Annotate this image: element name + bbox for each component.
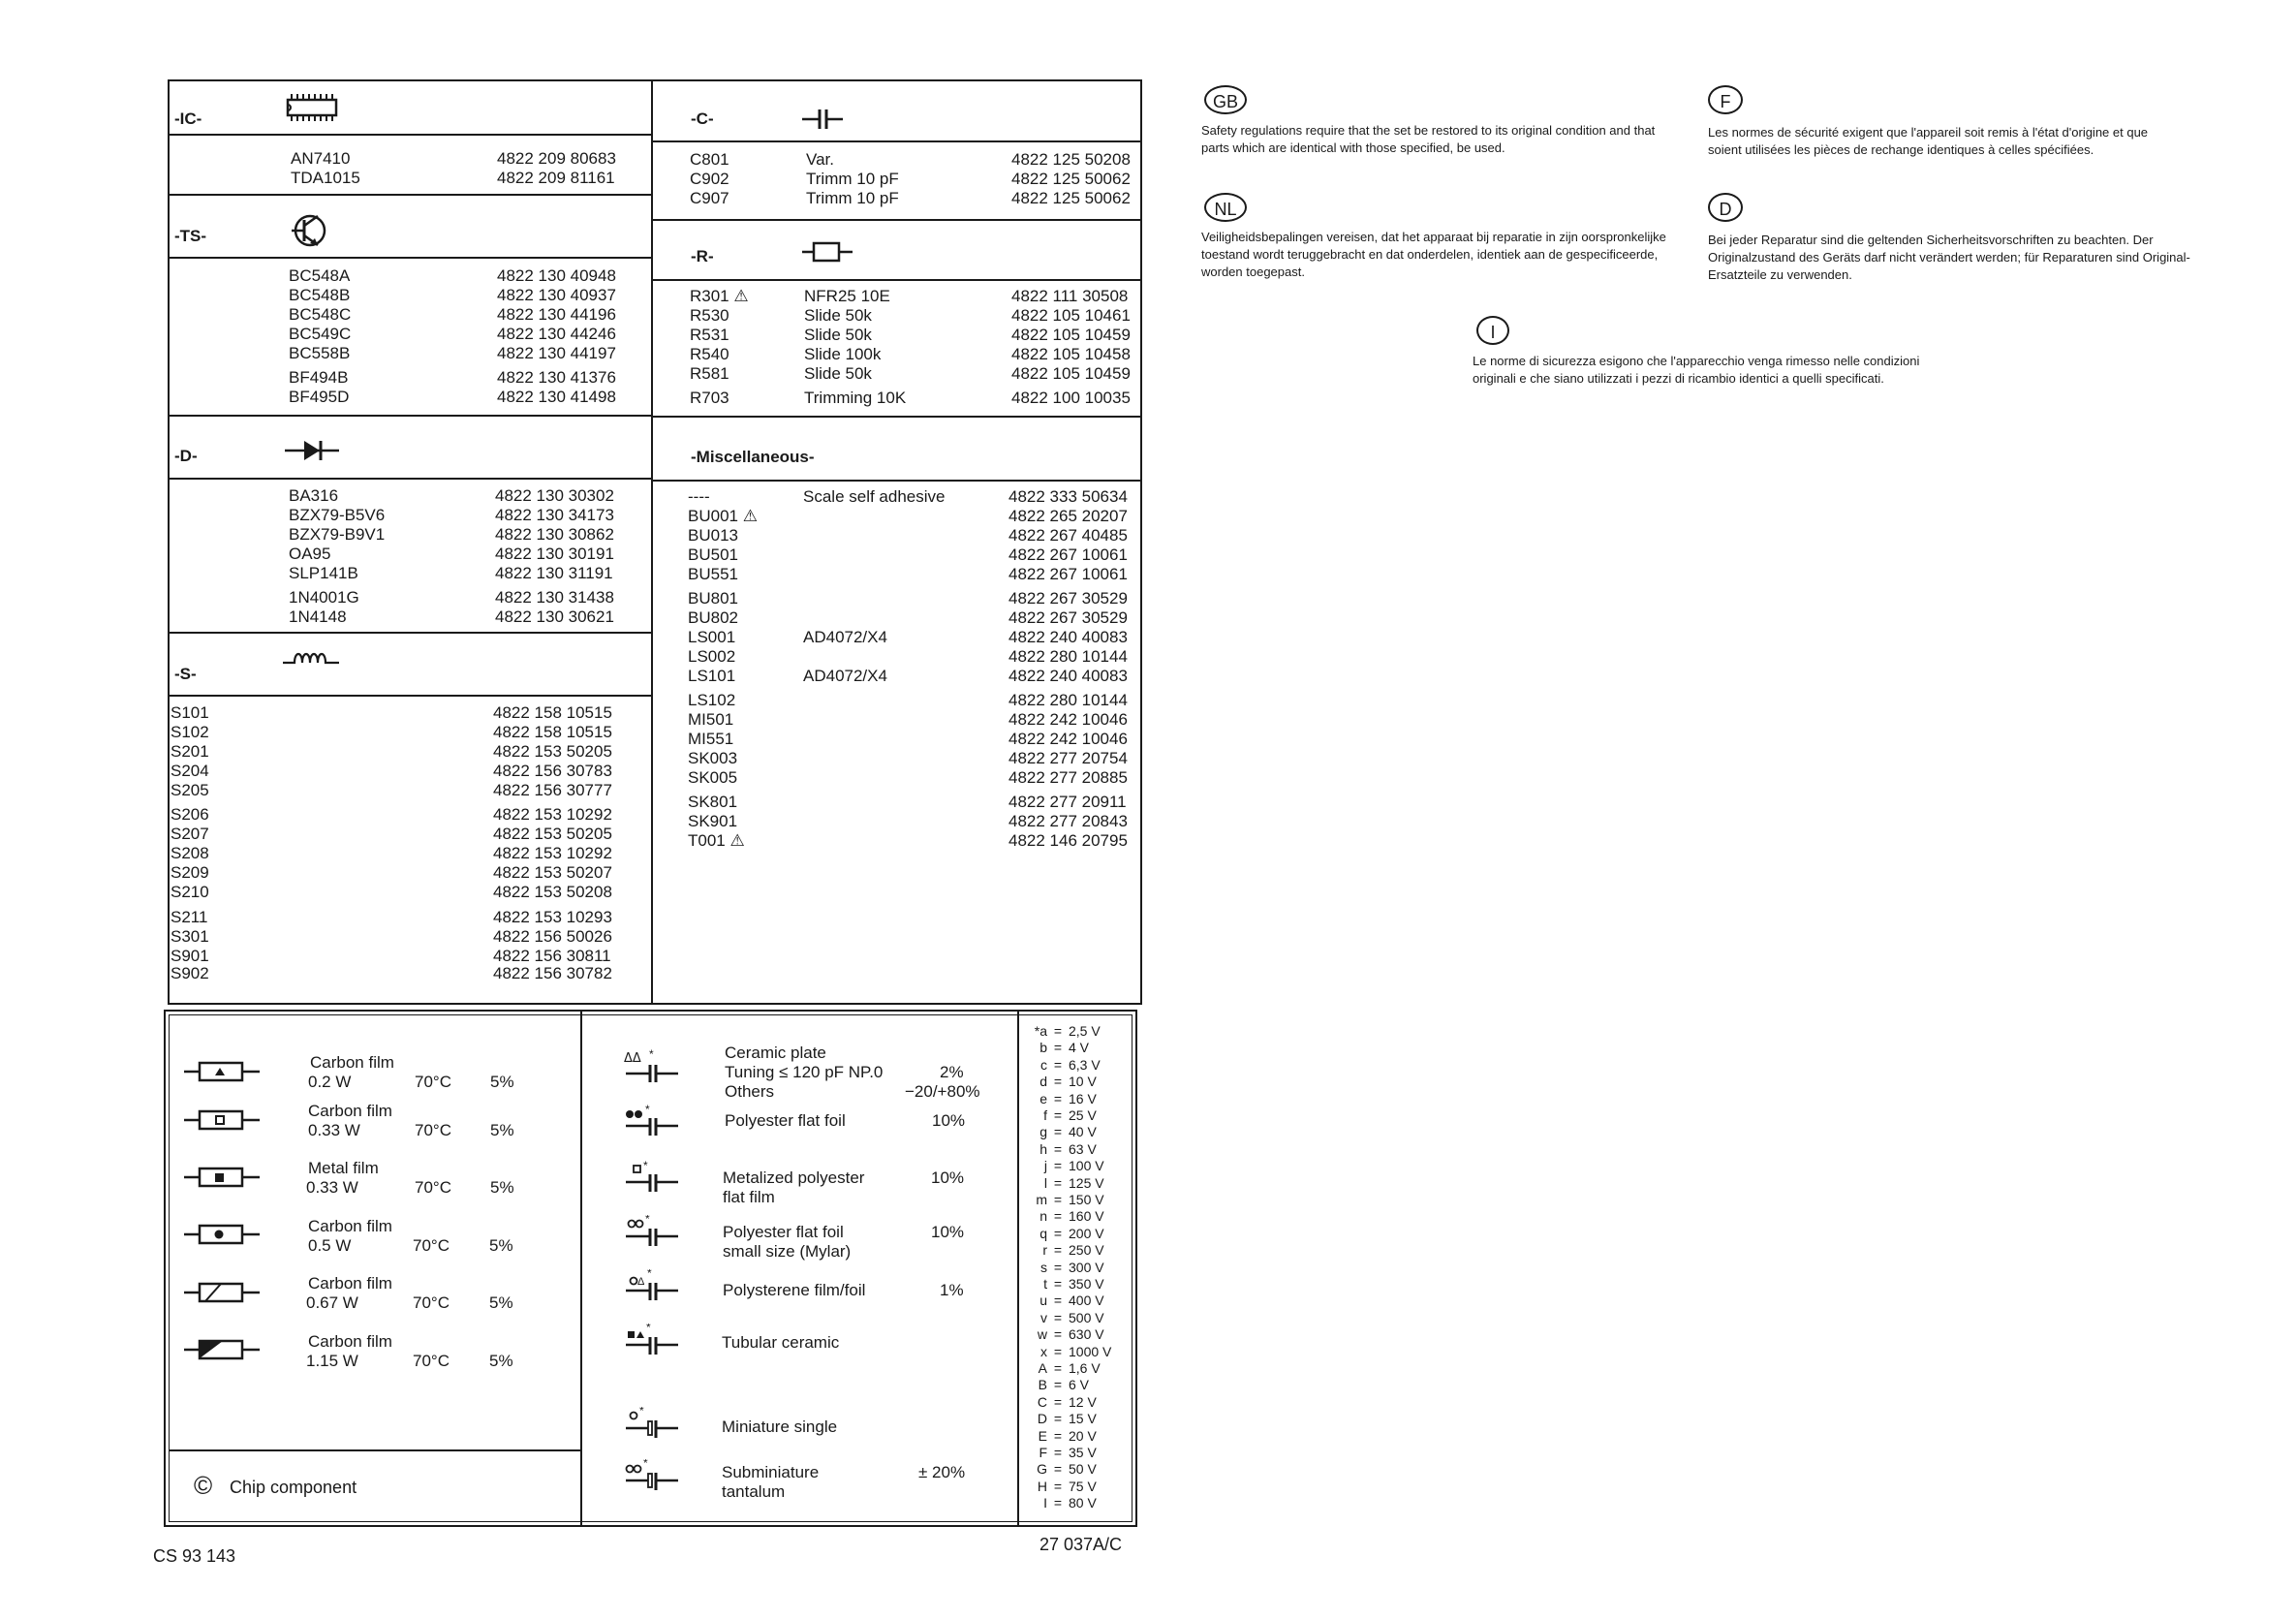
voltage-code-row: u = 400 V: [1039, 1293, 1104, 1309]
voltage-code-row: x = 1000 V: [1040, 1343, 1112, 1359]
resistor-legend-type: Metal film: [308, 1159, 379, 1177]
voltage-code-row: m = 150 V: [1036, 1192, 1104, 1207]
document-code-left: CS 93 143: [153, 1546, 236, 1566]
voltage-code-row: w = 630 V: [1037, 1326, 1104, 1343]
language-badge-f: F: [1708, 85, 1743, 114]
voltage-code-row: t = 350 V: [1043, 1276, 1104, 1292]
transistor-icon: [291, 211, 329, 250]
voltage-code-row: H = 75 V: [1037, 1478, 1097, 1494]
polyester-capacitor-icon: [622, 1105, 680, 1137]
voltage-code-row: d = 10 V: [1039, 1074, 1097, 1090]
language-badge-nl: NL: [1204, 193, 1247, 222]
ic-chip-icon: [285, 93, 339, 122]
section-header-s: -S-: [174, 665, 197, 683]
tubular-ceramic-capacitor-icon: [622, 1324, 680, 1356]
miniature-single-capacitor-icon: [622, 1407, 680, 1440]
subminiature-tantalum-capacitor-icon: [622, 1459, 680, 1492]
capacitor-legend-type: Ceramic plate: [725, 1044, 826, 1062]
carbon-film-resistor-icon: [182, 1280, 262, 1305]
safety-text-nl: Veiligheidsbepalingen vereisen, dat het apparaat bij reparatie in zijn oorspronkelijke toestand wordt teruggebracht en dat onderdelen, identiek aan de gespecificeerde, worden toegepast.: [1201, 230, 1666, 279]
voltage-code-row: c = 6,3 V: [1040, 1056, 1101, 1073]
svg-text:*: *: [643, 1459, 648, 1470]
ceramic-plate-capacitor-icon: [622, 1048, 680, 1083]
section-header-ic: -IC-: [174, 109, 202, 128]
voltage-code-row: s = 300 V: [1040, 1259, 1104, 1275]
capacitor-legend-spec: tantalum: [722, 1482, 786, 1501]
legend-divider: [1017, 1010, 1019, 1527]
voltage-code-row: F = 35 V: [1039, 1445, 1097, 1460]
svg-text:ΔΔ: ΔΔ: [624, 1051, 641, 1066]
polyester-small-capacitor-icon: [622, 1215, 680, 1248]
chip-component-label: Chip component: [230, 1478, 357, 1497]
voltage-code-row: b = 4 V: [1039, 1040, 1090, 1056]
svg-text:*: *: [639, 1407, 644, 1418]
capacitor-legend-spec: small size (Mylar): [723, 1242, 852, 1261]
voltage-code-row: f = 25 V: [1043, 1107, 1097, 1123]
voltage-code-row: B = 6 V: [1038, 1377, 1090, 1393]
voltage-code-row: G = 50 V: [1037, 1461, 1097, 1478]
voltage-code-row: v = 500 V: [1040, 1309, 1104, 1325]
resistor-legend-type: Carbon film: [308, 1102, 392, 1120]
capacitor-icon: [800, 107, 845, 132]
resistor-legend-type: Carbon film: [308, 1332, 392, 1351]
voltage-code-row: *a = 2,5 V: [1034, 1023, 1101, 1039]
voltage-code-row: I = 80 V: [1043, 1495, 1097, 1511]
section-header-r: -R-: [691, 247, 714, 265]
legend-divider: [580, 1010, 582, 1527]
voltage-code-row: g = 40 V: [1039, 1124, 1097, 1140]
chip-symbol-icon: ©: [194, 1471, 213, 1500]
resistor-legend-type: Carbon film: [308, 1274, 392, 1293]
svg-text:*: *: [647, 1269, 652, 1280]
voltage-code-row: r = 250 V: [1042, 1242, 1104, 1259]
voltage-code-row: n = 160 V: [1039, 1208, 1104, 1225]
svg-text:Δ: Δ: [637, 1276, 645, 1288]
voltage-code-row: l = 125 V: [1043, 1174, 1104, 1191]
carbon-film-resistor-icon: [182, 1337, 262, 1362]
diode-icon: [283, 438, 341, 463]
voltage-code-row: D = 15 V: [1037, 1411, 1097, 1427]
language-badge-d: D: [1708, 193, 1743, 222]
capacitor-legend-row: Tubular ceramic: [722, 1333, 840, 1352]
section-header-ts: -TS-: [174, 227, 207, 245]
carbon-film-resistor-icon: [182, 1222, 262, 1247]
voltage-code-row: h = 63 V: [1039, 1140, 1097, 1157]
metal-film-resistor-icon: [182, 1165, 262, 1190]
safety-text-f: Les normes de sécurité exigent que l'appareil soit remis à l'état d'origine et que soient utilisées les pièces de rechange identiques à celles spécifiées.: [1708, 125, 2149, 157]
voltage-code-row: e = 16 V: [1039, 1090, 1097, 1106]
language-badge-i: I: [1476, 316, 1509, 345]
svg-text:*: *: [643, 1161, 648, 1172]
coil-icon: [281, 647, 341, 669]
safety-text-gb: Safety regulations require that the set be restored to its original condition and that parts which are identical with those specified, be used.: [1201, 123, 1656, 155]
safety-text-d: Bei jeder Reparatur sind die geltenden Sicherheitsvorschriften zu beachten. Der Originalzustand des Geräts darf nicht verändert werden; für Reparaturen sind Original-Ersatzteile zu verwenden.: [1708, 233, 2190, 282]
svg-text:*: *: [645, 1105, 650, 1116]
section-header-d: -D-: [174, 447, 198, 465]
capacitor-legend-row: Miniature single: [722, 1418, 838, 1436]
voltage-code-row: q = 200 V: [1039, 1225, 1104, 1241]
resistor-legend-type: Carbon film: [308, 1217, 392, 1235]
language-badge-gb: GB: [1204, 85, 1247, 114]
resistor-legend-type: Carbon film: [310, 1053, 394, 1072]
document-code-right: 27 037A/C: [1039, 1535, 1123, 1554]
svg-text:*: *: [646, 1324, 651, 1334]
polysterene-capacitor-icon: [622, 1269, 680, 1302]
svg-text:*: *: [649, 1048, 654, 1061]
safety-text-i: Le norme di sicurezza esigono che l'apparecchio venga rimesso nelle condizioni originali e che siano utilizzati i pezzi di ricambio identici a quelli specificati.: [1473, 354, 1920, 386]
capacitor-legend-spec: flat film: [723, 1188, 775, 1206]
metalized-polyester-capacitor-icon: [622, 1161, 680, 1194]
resistor-icon: [800, 239, 854, 265]
voltage-code-row: E = 20 V: [1038, 1427, 1097, 1444]
carbon-film-resistor-icon: [182, 1059, 262, 1084]
voltage-code-row: j = 100 V: [1043, 1158, 1104, 1174]
svg-text:*: *: [645, 1215, 650, 1226]
section-header-misc: -Miscellaneous-: [691, 448, 815, 466]
voltage-code-row: C = 12 V: [1037, 1393, 1097, 1410]
section-header-c: -C-: [691, 109, 714, 128]
carbon-film-resistor-icon: [182, 1107, 262, 1133]
voltage-code-row: A = 1,6 V: [1038, 1360, 1101, 1376]
